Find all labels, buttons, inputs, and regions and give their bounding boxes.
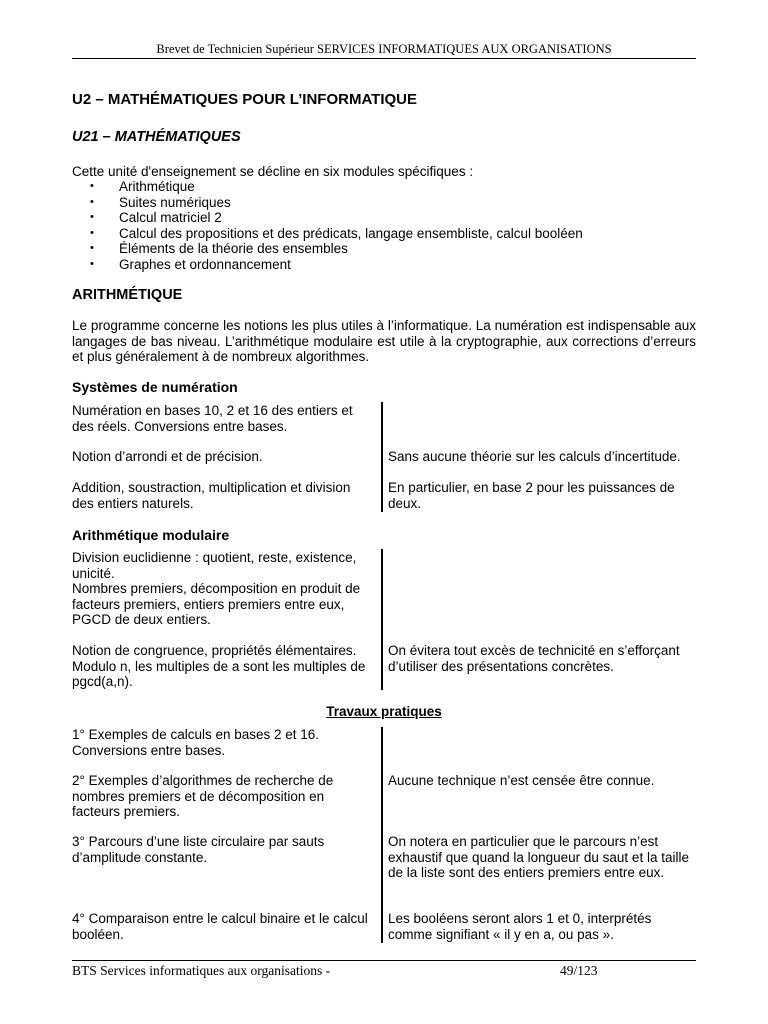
unit-title: U2 – MATHÉMATIQUES POUR L’INFORMATIQUE <box>72 91 418 108</box>
row-content: Nombres premiers, décomposition en produit de facteurs premiers, entiers premiers entre eux, PGCD de deux entiers. <box>72 581 361 628</box>
row-content: Notion d’arrondi et de précision. <box>72 449 263 464</box>
row-content: 4° Comparaison entre le calcul binaire et le calcul booléen. <box>72 911 368 942</box>
list-item: • Éléments de la théorie des ensembles <box>90 241 583 257</box>
unit-subtitle: U21 – MATHÉMATIQUES <box>72 129 241 145</box>
list-item: • Suites numériques <box>90 195 583 211</box>
arithmetique-paragraph: Le programme concerne les notions les plus utiles à l’informatique. La numération est indispensable aux langages de bas niveau. L’arithmétique modulaire est utile à la cryptographie, aux corrections d’erreurs et plus généralement à de nombreux algorithmes. <box>72 318 696 365</box>
list-item: • Arithmétique <box>90 179 583 195</box>
row-content: Division euclidienne : quotient, reste, existence, unicité. <box>72 550 357 581</box>
row-content: 1° Exemples de calculs en bases 2 et 16. Conversions entre bases. <box>72 727 320 758</box>
page-header: Brevet de Technicien Supérieur SERVICES INFORMATIQUES AUX ORGANISATIONS <box>156 42 612 56</box>
row-comment: On notera en particulier que le parcours n’est exhaustif que quand la longueur du saut et la taille de la liste sont des entiers premiers entre eux. <box>388 834 689 881</box>
section-title-arithmetique: ARITHMÉTIQUE <box>72 287 183 303</box>
column-separator <box>381 727 383 943</box>
row-comment: Aucune technique n’est censée être connue. <box>388 773 655 788</box>
subsection-title-modulaire: Arithmétique modulaire <box>72 527 230 543</box>
row-content: Notion de congruence, propriétés élémentaires. Modulo n, les multiples de a sont les multiples de pgcd(a,n). <box>72 643 366 690</box>
row-comment: Les booléens seront alors 1 et 0, interprétés comme signifiant « il y en a, ou pas ». <box>388 911 652 942</box>
header-rule <box>72 58 696 59</box>
module-list <box>90 179 583 273</box>
row-comment: En particulier, en base 2 pour les puissances de deux. <box>388 480 675 511</box>
column-separator <box>381 549 383 690</box>
row-content: 2° Exemples d’algorithmes de recherche de nombres premiers et de décomposition en facteurs premiers. <box>72 773 334 820</box>
row-content: Numération en bases 10, 2 et 16 des entiers et des réels. Conversions entre bases. <box>72 403 353 434</box>
row-content: Addition, soustraction, multiplication et division des entiers naturels. <box>72 480 351 511</box>
travaux-pratiques-title: Travaux pratiques <box>326 704 442 719</box>
row-content: 3° Parcours d’une liste circulaire par sauts d’amplitude constante. <box>72 834 325 865</box>
footer-title: BTS Services informatiques aux organisations - <box>72 963 331 978</box>
list-item: • Graphes et ordonnancement <box>90 257 583 273</box>
footer-rule <box>72 960 696 961</box>
column-separator <box>381 402 383 512</box>
row-comment: Sans aucune théorie sur les calculs d’incertitude. <box>388 449 681 464</box>
unit-intro: Cette unité d'enseignement se décline en six modules spécifiques : <box>72 164 474 179</box>
row-comment: On évitera tout excès de technicité en s’efforçant d’utiliser des présentations concrètes. <box>388 643 680 674</box>
list-item: • Calcul des propositions et des prédicats, langage ensembliste, calcul booléen <box>90 226 583 242</box>
subsection-title-numeration: Systèmes de numération <box>72 379 238 395</box>
page-number: 49/123 <box>560 963 598 978</box>
list-item: • Calcul matriciel 2 <box>90 210 583 226</box>
